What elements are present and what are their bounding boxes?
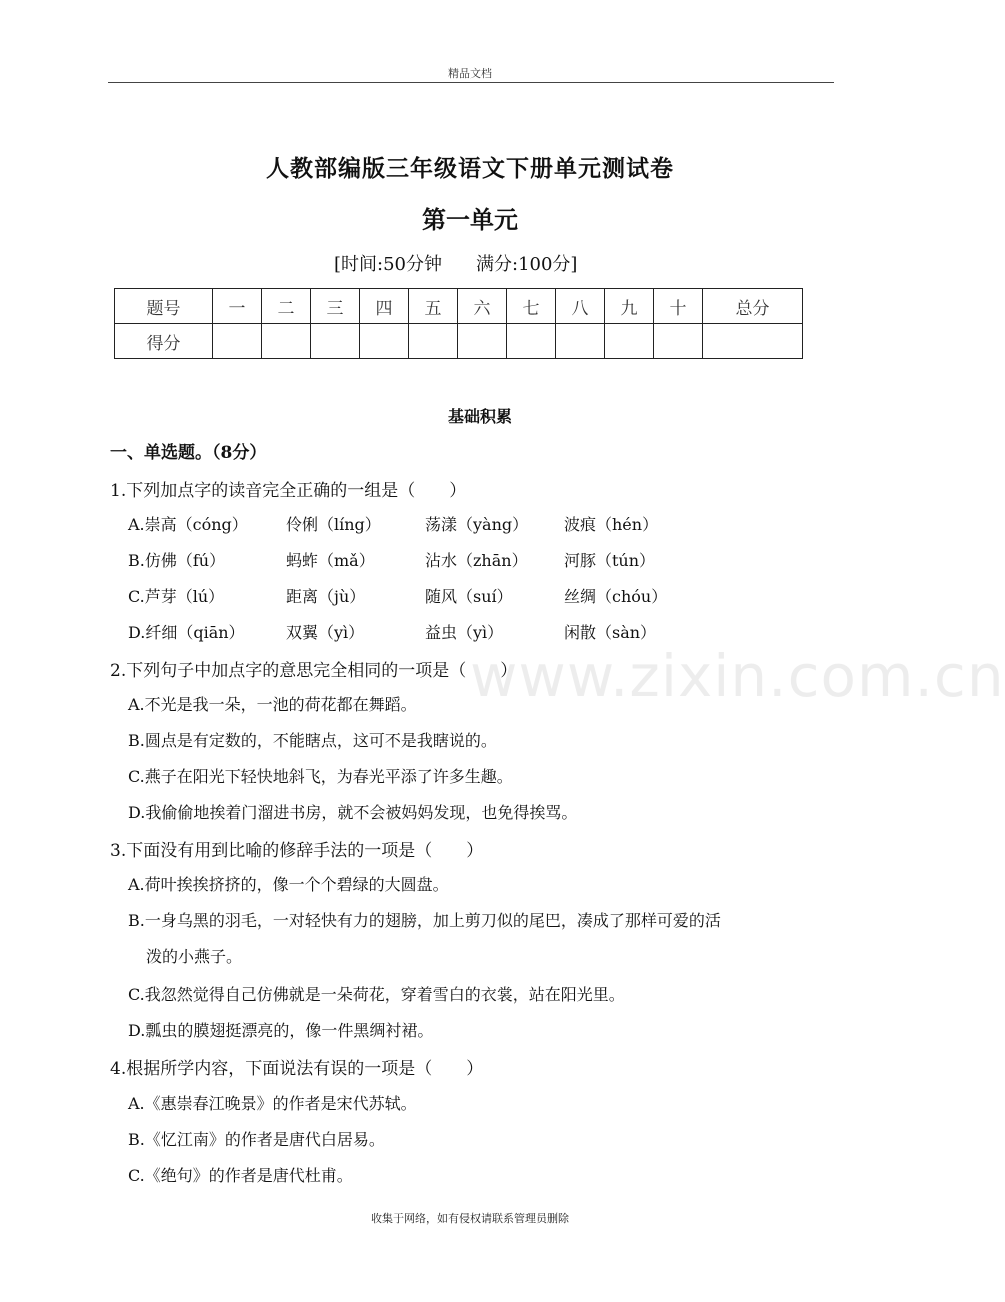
score-blank-cell [703, 324, 803, 359]
option: 随风（suí） [425, 587, 513, 606]
option: C.我忽然觉得自己仿佛就是一朵荷花，穿着雪白的衣裳，站在阳光里。 [128, 985, 625, 1004]
table-cell: 二 [262, 289, 311, 324]
option: 益虫（yì） [425, 623, 504, 642]
header-divider [108, 82, 834, 83]
score-blank-cell [458, 324, 507, 359]
option: D.纤细（qiān） [128, 623, 245, 642]
score-blank-cell [213, 324, 262, 359]
score-blank-cell [556, 324, 605, 359]
question-4-stem: 4.根据所学内容，下面说法有误的一项是（ ） [110, 1059, 484, 1079]
option: A.不光是我一朵，一池的荷花都在舞蹈。 [128, 695, 417, 714]
page-header-label: 精品文档 [448, 67, 492, 80]
table-cell: 题号 [115, 289, 213, 324]
question-3-stem: 3.下面没有用到比喻的修辞手法的一项是（ ） [110, 841, 484, 861]
option: D.我偷偷地挨着门溜进书房，就不会被妈妈发现，也免得挨骂。 [128, 803, 578, 822]
table-cell: 六 [458, 289, 507, 324]
watermark: www.zixin.com.cn [470, 642, 1005, 710]
section-title: 基础积累 [447, 407, 512, 426]
option: 蚂蚱（mǎ） [286, 551, 375, 570]
option: B.一身乌黑的羽毛，一对轻快有力的翅膀，加上剪刀似的尾巴，凑成了那样可爱的活 [128, 911, 721, 930]
option: C.燕子在阳光下轻快地斜飞，为春光平添了许多生趣。 [128, 767, 513, 786]
table-cell: 十 [654, 289, 703, 324]
option: C.《绝句》的作者是唐代杜甫。 [128, 1166, 353, 1185]
table-cell: 五 [409, 289, 458, 324]
option: B.《忆江南》的作者是唐代白居易。 [128, 1130, 385, 1149]
option: 伶俐（líng） [286, 515, 381, 534]
page-footer: 收集于网络，如有侵权请联系管理员删除 [371, 1212, 569, 1225]
score-blank-cell [654, 324, 703, 359]
score-table-header-row [115, 289, 803, 324]
part-title: 一、单选题。（8分） [110, 443, 267, 463]
table-cell: 一 [213, 289, 262, 324]
exam-title: 人教部编版三年级语文下册单元测试卷 [266, 155, 674, 182]
question-2-stem: 2.下列句子中加点字的意思完全相同的一项是（ ） [110, 661, 518, 681]
full-score: 满分:100分] [476, 254, 578, 275]
score-blank-cell [311, 324, 360, 359]
option: 闲散（sàn） [564, 623, 657, 642]
table-cell: 七 [507, 289, 556, 324]
option: C.芦芽（lú） [128, 587, 225, 606]
option: B.仿佛（fú） [128, 551, 226, 570]
option: 河豚（tún） [564, 551, 656, 570]
option-continuation: 泼的小燕子。 [146, 947, 243, 966]
score-blank-cell [605, 324, 654, 359]
option: A.崇高（cóng） [128, 515, 248, 534]
score-blank-cell [507, 324, 556, 359]
option: 波痕（hén） [564, 515, 659, 534]
option: B.圆点是有定数的，不能瞎点，这可不是我瞎说的。 [128, 731, 497, 750]
time-limit: [时间:50分钟 [334, 254, 442, 275]
option: 荡漾（yàng） [425, 515, 529, 534]
option: 沾水（zhān） [425, 551, 528, 570]
score-table-score-row [115, 324, 803, 359]
option: A.《惠崇春江晚景》的作者是宋代苏轼。 [128, 1094, 417, 1113]
table-cell: 九 [605, 289, 654, 324]
table-cell: 四 [360, 289, 409, 324]
table-cell: 总分 [703, 289, 803, 324]
score-table [114, 288, 803, 359]
exam-meta [334, 250, 577, 276]
table-cell: 得分 [115, 324, 213, 359]
option: 距离（jù） [286, 587, 366, 606]
option: A.荷叶挨挨挤挤的，像一个个碧绿的大圆盘。 [128, 875, 449, 894]
score-blank-cell [360, 324, 409, 359]
option: D.瓢虫的膜翅挺漂亮的，像一件黑绸衬裙。 [128, 1021, 434, 1040]
unit-title: 第一单元 [422, 205, 518, 234]
score-blank-cell [409, 324, 458, 359]
table-cell: 八 [556, 289, 605, 324]
question-1-stem: 1.下列加点字的读音完全正确的一组是（ ） [110, 481, 467, 501]
table-cell: 三 [311, 289, 360, 324]
option: 双翼（yì） [286, 623, 365, 642]
score-blank-cell [262, 324, 311, 359]
option: 丝绸（chóu） [564, 587, 668, 606]
